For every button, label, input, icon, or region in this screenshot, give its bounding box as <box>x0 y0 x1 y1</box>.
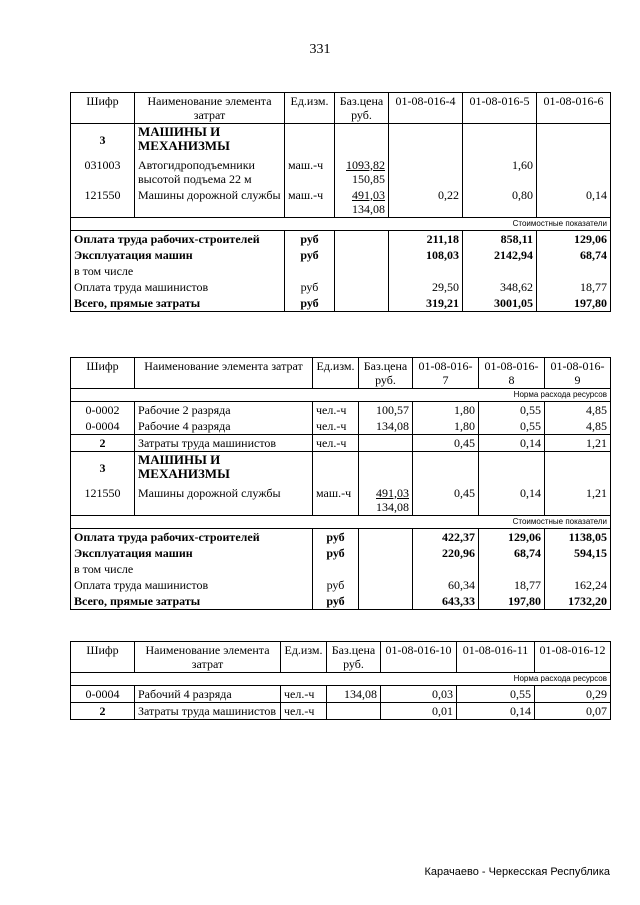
cost-band-label: Стоимостные показатели <box>71 217 611 230</box>
cost-row-machines <box>71 247 611 263</box>
row-value-1: 0,22 <box>389 187 463 218</box>
row-value-3: 1,21 <box>545 435 611 452</box>
norms-table-1 <box>70 92 611 312</box>
row-value-2: 0,14 <box>457 703 535 720</box>
row-value-2: 0,55 <box>479 402 545 419</box>
cost-label: Эксплуатация машин <box>71 545 313 561</box>
cost-label: Оплата труда машинистов <box>71 279 285 295</box>
row-value-3: 4,85 <box>545 418 611 435</box>
row-value-2: 1,60 <box>463 157 537 187</box>
row-price <box>359 435 413 452</box>
row-name: Рабочий 4 разряда <box>135 686 281 703</box>
header-col-3: 01-08-016-12 <box>535 642 611 673</box>
cost-value-3: 162,24 <box>545 577 611 593</box>
cost-value-2: 18,77 <box>479 577 545 593</box>
row-unit: чел.-ч <box>313 402 359 419</box>
section-code: 3 <box>71 124 135 157</box>
section-code: 3 <box>71 452 135 485</box>
cost-value-2: 348,62 <box>463 279 537 295</box>
row-value-1: 1,80 <box>413 418 479 435</box>
header-price: Баз.цена руб. <box>335 93 389 124</box>
cost-label: в том числе <box>71 561 313 577</box>
resource-band <box>71 673 611 686</box>
cost-unit: руб <box>313 545 359 561</box>
cost-row-machinists <box>71 577 611 593</box>
cost-value-1: 643,33 <box>413 593 479 610</box>
cost-label: Оплата труда рабочих-строителей <box>71 528 313 545</box>
norms-table-3 <box>70 641 611 720</box>
row-unit: маш.-ч <box>285 157 335 187</box>
row-price-machinist: 150,85 <box>352 171 385 186</box>
row-code: 0-0002 <box>71 402 135 419</box>
cost-value-2: 858,11 <box>463 230 537 247</box>
row-unit: чел.-ч <box>313 418 359 435</box>
table-header <box>71 642 611 673</box>
cost-unit: руб <box>313 577 359 593</box>
header-price: Баз.цена руб. <box>359 358 413 389</box>
table-row <box>71 485 611 516</box>
cost-value-1: 220,96 <box>413 545 479 561</box>
row-value-3: 4,85 <box>545 402 611 419</box>
header-price: Баз.цена руб. <box>327 642 381 673</box>
cost-value-3: 1732,20 <box>545 593 611 610</box>
cost-row-machinists <box>71 279 611 295</box>
cost-value-2: 2142,94 <box>463 247 537 263</box>
cost-row-labor <box>71 230 611 247</box>
row-value-1: 1,80 <box>413 402 479 419</box>
table-row <box>71 187 611 218</box>
header-col-1: 01-08-016-4 <box>389 93 463 124</box>
cost-unit: руб <box>285 295 335 312</box>
resource-band <box>71 389 611 402</box>
row-unit: чел.-ч <box>313 435 359 452</box>
row-value-3: 0,07 <box>535 703 611 720</box>
cost-unit: руб <box>313 528 359 545</box>
row-value-3: 0,29 <box>535 686 611 703</box>
cost-value-1: 60,34 <box>413 577 479 593</box>
row-value-2: 0,80 <box>463 187 537 218</box>
row-price-machinist: 134,08 <box>352 201 385 216</box>
header-col-2: 01-08-016-8 <box>479 358 545 389</box>
cost-row-labor <box>71 528 611 545</box>
header-code: Шифр <box>71 93 135 124</box>
cost-value-2: 197,80 <box>479 593 545 610</box>
row-unit: чел.-ч <box>281 703 327 720</box>
row-price-machinist: 134,08 <box>376 499 409 514</box>
page-number: 331 <box>309 42 331 57</box>
row-value-3: 1,21 <box>545 485 611 516</box>
table-header <box>71 93 611 124</box>
cost-band-label: Стоимостные показатели <box>71 515 611 528</box>
row-price <box>327 703 381 720</box>
table-row <box>71 703 611 720</box>
cost-unit: руб <box>313 593 359 610</box>
cost-value-3: 197,80 <box>537 295 611 312</box>
row-value-1: 0,01 <box>381 703 457 720</box>
cost-value-2: 3001,05 <box>463 295 537 312</box>
row-value-3: 0,14 <box>537 187 611 218</box>
row-value-2: 0,14 <box>479 435 545 452</box>
cost-value-1: 319,21 <box>389 295 463 312</box>
cost-label: Всего, прямые затраты <box>71 593 313 610</box>
cost-row-including <box>71 263 611 279</box>
cost-value-3: 129,06 <box>537 230 611 247</box>
table-header <box>71 358 611 389</box>
table-row <box>71 418 611 435</box>
table-row <box>71 435 611 452</box>
row-value-1: 0,45 <box>413 435 479 452</box>
row-code: 0-0004 <box>71 418 135 435</box>
cost-label: Всего, прямые затраты <box>71 295 285 312</box>
row-value-1 <box>389 157 463 187</box>
row-name: Рабочие 2 разряда <box>135 402 313 419</box>
row-value-1: 0,45 <box>413 485 479 516</box>
section-name: МАШИНЫ И МЕХАНИЗМЫ <box>135 452 313 485</box>
row-code: 121550 <box>71 485 135 516</box>
header-col-1: 01-08-016-10 <box>381 642 457 673</box>
cost-row-total <box>71 593 611 610</box>
header-name: Наименование элемента затрат <box>135 358 313 389</box>
table-row <box>71 157 611 187</box>
cost-unit: руб <box>285 230 335 247</box>
row-name: Автогидроподъемники высотой подъема 22 м <box>135 157 285 187</box>
cost-row-machines <box>71 545 611 561</box>
row-name: Рабочие 4 разряда <box>135 418 313 435</box>
row-code: 031003 <box>71 157 135 187</box>
cost-label: Эксплуатация машин <box>71 247 285 263</box>
cost-value-1: 108,03 <box>389 247 463 263</box>
header-unit: Ед.изм. <box>313 358 359 389</box>
header-name: Наименование элемента затрат <box>135 93 285 124</box>
resource-band-label: Норма расхода ресурсов <box>71 673 611 686</box>
header-unit: Ед.изм. <box>281 642 327 673</box>
row-price: 491,03 <box>352 187 385 202</box>
row-price: 491,03 <box>376 485 409 500</box>
cost-value-3: 1138,05 <box>545 528 611 545</box>
cost-label: Оплата труда рабочих-строителей <box>71 230 285 247</box>
header-code: Шифр <box>71 642 135 673</box>
cost-band <box>71 217 611 230</box>
cost-band <box>71 515 611 528</box>
header-col-1: 01-08-016-7 <box>413 358 479 389</box>
row-name: Машины дорожной службы <box>135 485 313 516</box>
row-price: 100,57 <box>359 402 413 419</box>
header-name: Наименование элемента затрат <box>135 642 281 673</box>
header-col-2: 01-08-016-11 <box>457 642 535 673</box>
row-code: 2 <box>71 435 135 452</box>
cost-label: в том числе <box>71 263 285 279</box>
row-code: 121550 <box>71 187 135 218</box>
row-name: Машины дорожной службы <box>135 187 285 218</box>
row-value-1: 0,03 <box>381 686 457 703</box>
cost-value-1: 211,18 <box>389 230 463 247</box>
cost-value-2: 129,06 <box>479 528 545 545</box>
cost-value-1: 422,37 <box>413 528 479 545</box>
cost-value-1: 29,50 <box>389 279 463 295</box>
row-value-2: 0,55 <box>457 686 535 703</box>
row-name: Затраты труда машинистов <box>135 703 281 720</box>
cost-unit: руб <box>285 279 335 295</box>
section-row <box>71 452 611 485</box>
row-value-2: 0,14 <box>479 485 545 516</box>
row-unit: маш.-ч <box>313 485 359 516</box>
row-name: Затраты труда машинистов <box>135 435 313 452</box>
row-unit: маш.-ч <box>285 187 335 218</box>
cost-value-3: 18,77 <box>537 279 611 295</box>
section-name: МАШИНЫ И МЕХАНИЗМЫ <box>135 124 285 157</box>
cost-value-3: 68,74 <box>537 247 611 263</box>
cost-row-including <box>71 561 611 577</box>
cost-label: Оплата труда машинистов <box>71 577 313 593</box>
row-price: 1093,82 <box>346 157 385 172</box>
header-col-3: 01-08-016-9 <box>545 358 611 389</box>
footer-region: Карачаево - Черкесская Республика <box>424 866 610 878</box>
norms-table-2 <box>70 357 611 610</box>
header-code: Шифр <box>71 358 135 389</box>
table-row <box>71 402 611 419</box>
section-row <box>71 124 611 157</box>
cost-value-2: 68,74 <box>479 545 545 561</box>
row-code: 0-0004 <box>71 686 135 703</box>
resource-band-label: Норма расхода ресурсов <box>71 389 611 402</box>
cost-value-3: 594,15 <box>545 545 611 561</box>
cost-row-total <box>71 295 611 312</box>
row-code: 2 <box>71 703 135 720</box>
row-price: 134,08 <box>359 418 413 435</box>
row-price: 134,08 <box>327 686 381 703</box>
header-col-2: 01-08-016-5 <box>463 93 537 124</box>
row-value-2: 0,55 <box>479 418 545 435</box>
row-value-3 <box>537 157 611 187</box>
header-col-3: 01-08-016-6 <box>537 93 611 124</box>
cost-unit: руб <box>285 247 335 263</box>
header-unit: Ед.изм. <box>285 93 335 124</box>
row-unit: чел.-ч <box>281 686 327 703</box>
table-row <box>71 686 611 703</box>
